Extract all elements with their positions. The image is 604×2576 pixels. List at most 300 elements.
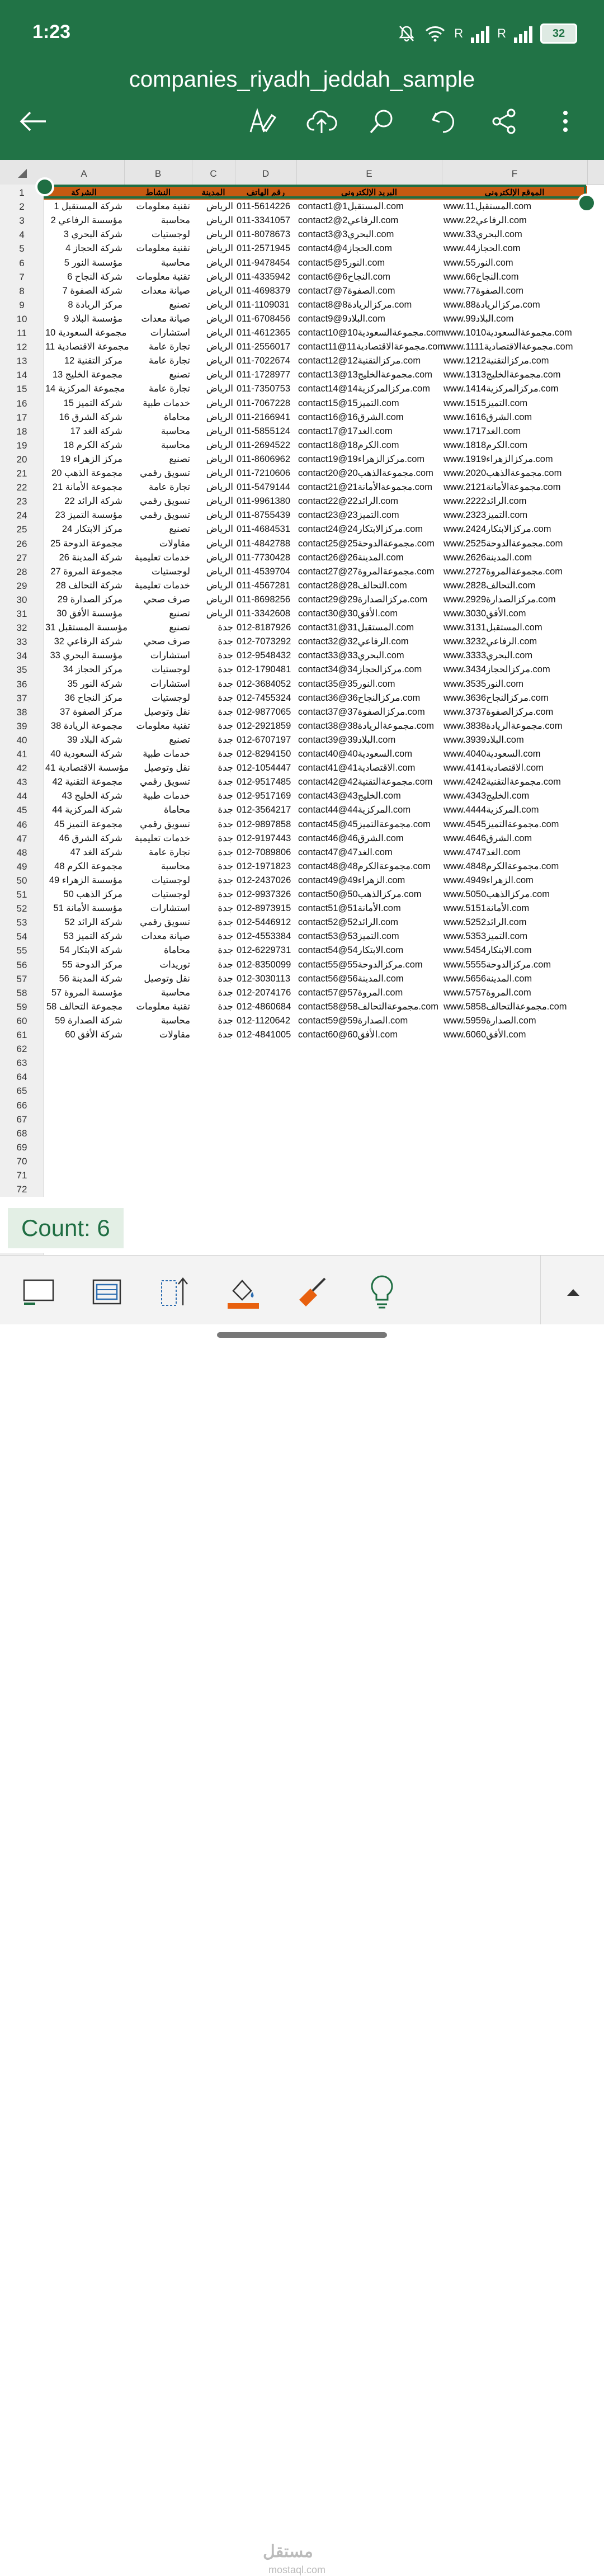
row-number[interactable]: 29 xyxy=(16,580,27,591)
header-cell-phone[interactable]: رقم الهاتف xyxy=(235,186,296,200)
cell-phone[interactable]: 012-9937326 xyxy=(237,889,291,899)
cell-company[interactable]: شركة الغد 17 xyxy=(70,426,122,436)
cell-phone[interactable]: 012-9877065 xyxy=(237,706,291,717)
cell-email[interactable]: contact10@10مجموعةالسعودية.com xyxy=(298,328,444,338)
cell-website[interactable]: www.5858مجموعةالتحالف.com xyxy=(443,1001,567,1012)
cell-activity[interactable]: خدمات تعليمية xyxy=(134,580,190,591)
row-number[interactable]: 48 xyxy=(16,847,27,858)
cell-company[interactable]: مركز الابتكار 24 xyxy=(62,524,122,535)
row-number[interactable]: 27 xyxy=(16,552,27,563)
cell-city[interactable]: الرياض xyxy=(206,201,233,212)
cell-website[interactable]: www.3030الأفق.com xyxy=(443,608,526,619)
row-number[interactable]: 71 xyxy=(16,1170,27,1181)
cell-phone[interactable]: 011-4612365 xyxy=(237,328,291,338)
cell-phone[interactable]: 011-7022674 xyxy=(237,356,291,366)
cell-activity[interactable]: مقاولات xyxy=(159,538,190,549)
cell-activity[interactable]: خدمات طبية xyxy=(143,398,190,408)
cell-phone[interactable]: 012-3564217 xyxy=(237,805,291,815)
cell-city[interactable]: جدة xyxy=(218,889,233,899)
row-number[interactable]: 41 xyxy=(16,749,27,759)
cell-website[interactable]: www.11المستقبل.com xyxy=(443,201,531,212)
cell-website[interactable]: www.3333البحري.com xyxy=(443,650,533,661)
cell-activity[interactable]: استشارات xyxy=(150,328,190,338)
cell-phone[interactable]: 012-1790481 xyxy=(237,664,291,675)
cell-activity[interactable]: خدمات طبية xyxy=(143,749,190,759)
cell-company[interactable]: شركة السعودية 40 xyxy=(50,749,122,759)
cell-email[interactable]: contact60@60الأفق.com xyxy=(298,1030,398,1040)
cell-activity[interactable]: لوجستيات xyxy=(152,875,190,885)
cell-city[interactable]: جدة xyxy=(218,763,233,773)
cell-email[interactable]: contact47@47الغد.com xyxy=(298,847,393,857)
cell-company[interactable]: شركة المدينة 56 xyxy=(59,973,122,984)
cell-phone[interactable]: 012-1971823 xyxy=(237,861,291,871)
row-number[interactable]: 15 xyxy=(16,384,27,395)
cell-website[interactable]: www.99البلاد.com xyxy=(443,313,514,324)
row-number[interactable]: 10 xyxy=(16,313,27,324)
cell-city[interactable]: الرياض xyxy=(206,454,233,464)
cell-city[interactable]: جدة xyxy=(218,777,233,787)
cell-company[interactable]: شركة الرائد 22 xyxy=(64,496,122,507)
cell-website[interactable]: www.33البحري.com xyxy=(443,229,522,240)
cell-email[interactable]: contact28@28التحالف.com xyxy=(298,580,407,591)
cell-city[interactable]: جدة xyxy=(218,931,233,942)
cell-phone[interactable]: 012-1054447 xyxy=(237,763,291,773)
fill-color-button[interactable] xyxy=(224,1272,263,1311)
cell-email[interactable]: contact15@15التميز.com xyxy=(298,398,399,408)
cell-phone[interactable]: 012-9897858 xyxy=(237,819,291,829)
cell-phone[interactable]: 011-7210606 xyxy=(237,468,291,478)
cell-activity[interactable]: محاسبة xyxy=(161,215,190,226)
row-number[interactable]: 2 xyxy=(19,201,25,213)
row-number[interactable]: 46 xyxy=(16,819,27,830)
cell-email[interactable]: contact11@11مجموعةالاقتصادية.com xyxy=(298,342,446,352)
cell-company[interactable]: مجموعة الكرم 48 xyxy=(54,861,122,871)
row-number[interactable]: 42 xyxy=(16,763,27,774)
cell-website[interactable]: www.5151الأمانة.com xyxy=(443,903,530,914)
selection-handle-start[interactable] xyxy=(35,177,54,196)
cell-company[interactable]: شركة التميز 15 xyxy=(63,398,122,408)
cell-company[interactable]: مركز الذهب 50 xyxy=(63,889,122,899)
cell-email[interactable]: contact24@24مركزالابتكار.com xyxy=(298,524,423,535)
row-number[interactable]: 62 xyxy=(16,1044,27,1055)
cell-website[interactable]: www.1414مركزالمركزية.com xyxy=(443,384,559,394)
cell-company[interactable]: شركة الشرق 46 xyxy=(59,833,122,843)
cell-company[interactable]: مجموعة الخليج 13 xyxy=(52,370,122,380)
cell-website[interactable]: www.3737مركزالصفوة.com xyxy=(443,706,554,717)
row-number[interactable]: 32 xyxy=(16,622,27,634)
row-number[interactable]: 8 xyxy=(19,285,25,296)
cell-website[interactable]: www.1212مركزالتقنية.com xyxy=(443,356,549,366)
cell-company[interactable]: مؤسسة الرفاعي 2 xyxy=(50,215,122,226)
select-all-icon[interactable] xyxy=(17,168,28,179)
cell-phone[interactable]: 011-3341057 xyxy=(237,215,291,226)
cell-city[interactable]: جدة xyxy=(218,945,233,956)
cell-phone[interactable]: 011-4842788 xyxy=(237,538,291,549)
cell-email[interactable]: contact38@38مجموعةالريادة.com xyxy=(298,720,434,731)
cell-email[interactable]: contact33@33البحري.com xyxy=(298,650,404,661)
cell-company[interactable]: مجموعة السعودية 10 xyxy=(45,328,127,338)
cell-email[interactable]: contact26@26المدينة.com xyxy=(298,552,404,563)
cell-activity[interactable]: صيانة معدات xyxy=(141,931,190,942)
cell-activity[interactable]: لوجستيات xyxy=(152,692,190,703)
row-number[interactable]: 21 xyxy=(16,468,27,479)
upload-button[interactable] xyxy=(302,102,341,141)
cell-activity[interactable]: صيانة معدات xyxy=(141,285,190,296)
row-number[interactable]: 28 xyxy=(16,566,27,577)
cell-activity[interactable]: خدمات تعليمية xyxy=(134,833,190,843)
cell-phone[interactable]: 012-9517169 xyxy=(237,791,291,801)
cell-company[interactable]: شركة الرائد 52 xyxy=(64,917,122,928)
cell-activity[interactable]: تقنية معلومات xyxy=(136,271,190,282)
cell-phone[interactable]: 012-6229731 xyxy=(237,945,291,956)
cell-activity[interactable]: محاماة xyxy=(163,412,190,422)
cell-activity[interactable]: محاسبة xyxy=(161,440,190,450)
cell-city[interactable]: الرياض xyxy=(206,370,233,380)
row-number[interactable]: 66 xyxy=(16,1100,27,1111)
row-number[interactable]: 34 xyxy=(16,650,27,662)
cell-email[interactable]: contact29@29مركزالصدارة.com xyxy=(298,594,428,605)
cell-city[interactable]: جدة xyxy=(218,1001,233,1012)
row-number[interactable]: 64 xyxy=(16,1072,27,1083)
row-number[interactable]: 50 xyxy=(16,875,27,886)
cell-city[interactable]: جدة xyxy=(218,847,233,857)
cell-email[interactable]: contact27@27مجموعةالمروة.com xyxy=(298,566,435,577)
cell-phone[interactable]: 011-2694522 xyxy=(237,440,291,450)
cell-phone[interactable]: 011-2571945 xyxy=(237,243,291,254)
cell-website[interactable]: www.5656المدينة.com xyxy=(443,973,532,984)
cell-company[interactable]: شركة الصدارة 59 xyxy=(55,1015,122,1026)
cell-city[interactable]: جدة xyxy=(218,805,233,815)
cell-website[interactable]: www.2323التميز.com xyxy=(443,510,528,521)
cell-website[interactable]: www.4444المركزية.com xyxy=(443,805,539,815)
cell-city[interactable]: الرياض xyxy=(206,538,233,549)
column-header-c[interactable]: C xyxy=(192,160,235,185)
cell-activity[interactable]: لوجستيات xyxy=(152,664,190,675)
cell-email[interactable]: contact34@34مركزالحجاز.com xyxy=(298,664,422,675)
cell-phone[interactable]: 011-5479144 xyxy=(237,482,291,493)
cell-email[interactable]: contact9@9البلاد.com xyxy=(298,313,385,324)
row-number[interactable]: 11 xyxy=(17,328,27,338)
cell-city[interactable]: الرياض xyxy=(206,398,233,408)
column-header-e[interactable]: E xyxy=(296,160,442,185)
cell-phone[interactable]: 012-7089806 xyxy=(237,847,291,857)
cell-email[interactable]: contact22@22الرائد.com xyxy=(298,496,398,507)
cell-company[interactable]: شركة الخليج 43 xyxy=(62,791,122,801)
cell-website[interactable]: www.4747الغد.com xyxy=(443,847,521,857)
cell-city[interactable]: جدة xyxy=(218,875,233,885)
cell-email[interactable]: contact43@43الخليج.com xyxy=(298,791,401,801)
cell-company[interactable]: مؤسسة المروة 57 xyxy=(51,987,122,998)
row-number[interactable]: 65 xyxy=(16,1086,27,1097)
cell-website[interactable]: www.4545مجموعةالتميز.com xyxy=(443,819,559,829)
header-cell-email[interactable]: البريد الإلكتروني xyxy=(296,186,442,200)
cell-company[interactable]: شركة الكرم 18 xyxy=(63,440,122,450)
column-header-f[interactable]: F xyxy=(442,160,588,185)
cell-website[interactable]: www.1717الغد.com xyxy=(443,426,521,436)
cell-email[interactable]: contact12@12مركزالتقنية.com xyxy=(298,356,421,366)
cell-website[interactable]: www.4343الخليج.com xyxy=(443,791,530,801)
row-number[interactable]: 5 xyxy=(19,243,25,254)
cell-company[interactable]: مركز الريادة 8 xyxy=(68,299,122,310)
cell-activity[interactable]: لوجستيات xyxy=(152,566,190,577)
cell-email[interactable]: contact18@18الكرم.com xyxy=(298,440,399,450)
row-number[interactable]: 18 xyxy=(16,426,27,437)
row-number[interactable]: 54 xyxy=(16,931,27,942)
cell-company[interactable]: مؤسسة الزهراء 49 xyxy=(49,875,122,885)
cell-company[interactable]: مجموعة التحالف 58 xyxy=(46,1001,122,1012)
cell-phone[interactable]: 011-7730428 xyxy=(237,552,291,563)
cell-activity[interactable]: تسويق رقمي xyxy=(140,777,190,787)
cell-company[interactable]: شركة الحجاز 4 xyxy=(65,243,122,254)
share-button[interactable] xyxy=(484,102,523,141)
row-number[interactable]: 26 xyxy=(16,538,27,549)
home-gesture-bar[interactable] xyxy=(217,1332,387,1338)
row-number[interactable]: 38 xyxy=(16,706,27,718)
clear-format-button[interactable] xyxy=(292,1272,331,1311)
cell-phone[interactable]: 012-9197443 xyxy=(237,833,291,843)
cell-email[interactable]: contact19@19مركزالزهراء.com xyxy=(298,454,425,464)
cell-city[interactable]: جدة xyxy=(218,1030,233,1040)
cell-city[interactable]: جدة xyxy=(218,622,233,633)
cell-website[interactable]: www.2727مجموعةالمروة.com xyxy=(443,566,563,577)
cell-activity[interactable]: صرف صحي xyxy=(143,636,190,647)
row-number[interactable]: 3 xyxy=(19,215,25,227)
cell-city[interactable]: جدة xyxy=(218,973,233,984)
cell-company[interactable]: شركة الأفق 60 xyxy=(65,1030,122,1040)
cell-activity[interactable]: محاسبة xyxy=(161,426,190,436)
cell-email[interactable]: contact25@25مجموعةالدوحة.com xyxy=(298,538,435,549)
cell-city[interactable]: جدة xyxy=(218,706,233,717)
cell-city[interactable]: جدة xyxy=(218,1015,233,1026)
row-number[interactable]: 37 xyxy=(16,692,27,704)
cell-activity[interactable]: توريدات xyxy=(159,959,190,970)
cell-city[interactable]: جدة xyxy=(218,959,233,970)
cell-email[interactable]: contact36@36مركزالنجاح.com xyxy=(298,692,421,703)
cell-company[interactable]: شركة الشرق 16 xyxy=(59,412,122,422)
cell-email[interactable]: contact44@44المركزية.com xyxy=(298,805,411,815)
cell-website[interactable]: www.55النور.com xyxy=(443,257,513,268)
cell-website[interactable]: www.88مركزالريادة.com xyxy=(443,299,540,310)
cell-website[interactable]: www.2626المدينة.com xyxy=(443,552,532,563)
cell-company[interactable]: مؤسسة الأفق 30 xyxy=(56,608,122,619)
cell-activity[interactable]: نقل وتوصيل xyxy=(144,973,190,984)
row-number[interactable]: 61 xyxy=(16,1030,27,1040)
cell-company[interactable]: مجموعة الدوحة 25 xyxy=(50,538,122,549)
cell-company[interactable]: شركة النجاح 6 xyxy=(67,271,122,282)
cell-phone[interactable]: 012-2921859 xyxy=(237,720,291,731)
cell-phone[interactable]: 011-4567281 xyxy=(237,580,291,591)
cell-email[interactable]: contact6@6النجاح.com xyxy=(298,271,390,282)
cell-email[interactable]: contact56@56المدينة.com xyxy=(298,973,404,984)
row-number[interactable]: 44 xyxy=(16,791,27,802)
cell-email[interactable]: contact3@3البحري.com xyxy=(298,229,394,240)
cell-activity[interactable]: تصنيع xyxy=(169,370,190,380)
row-number[interactable]: 20 xyxy=(16,454,27,465)
cell-city[interactable]: الرياض xyxy=(206,468,233,478)
cell-company[interactable]: مركز التقنية 12 xyxy=(64,356,122,366)
cell-email[interactable]: contact50@50مركزالذهب.com xyxy=(298,889,422,899)
cell-city[interactable]: الرياض xyxy=(206,496,233,507)
cell-email[interactable]: contact17@17الغد.com xyxy=(298,426,393,436)
cell-activity[interactable]: تجارة عامة xyxy=(148,342,190,352)
cell-activity[interactable]: محاماة xyxy=(163,945,190,956)
row-number[interactable]: 49 xyxy=(16,861,27,872)
cell-website[interactable]: www.66النجاح.com xyxy=(443,271,519,282)
cell-email[interactable]: contact58@58مجموعةالتحالف.com xyxy=(298,1001,439,1012)
cell-email[interactable]: contact46@46الشرق.com xyxy=(298,833,404,843)
cell-website[interactable]: www.2525مجموعةالدوحة.com xyxy=(443,538,563,549)
cell-email[interactable]: contact45@45مجموعةالتميز.com xyxy=(298,819,431,829)
cell-email[interactable]: contact59@59الصدارة.com xyxy=(298,1015,408,1026)
cell-activity[interactable]: تسويق رقمي xyxy=(140,510,190,521)
cell-phone[interactable]: 011-9961380 xyxy=(237,496,291,507)
cell-company[interactable]: شركة التميز 53 xyxy=(63,931,122,942)
search-button[interactable] xyxy=(362,102,402,141)
cell-website[interactable]: www.2222الرائد.com xyxy=(443,496,527,507)
cell-company[interactable]: مؤسسة التميز 23 xyxy=(55,510,122,521)
cell-activity[interactable]: تجارة عامة xyxy=(148,847,190,857)
row-number[interactable]: 58 xyxy=(16,987,27,998)
cell-website[interactable]: www.77الصفوة.com xyxy=(443,285,523,296)
cell-website[interactable]: www.4040السعودية.com xyxy=(443,749,541,759)
cell-phone[interactable]: 011-4539704 xyxy=(237,566,291,577)
cell-website[interactable]: www.5454الابتكار.com xyxy=(443,945,532,956)
cell-company[interactable]: شركة الابتكار 54 xyxy=(59,945,122,956)
row-number[interactable]: 56 xyxy=(16,959,27,970)
cell-website[interactable]: www.2424مركزالابتكار.com xyxy=(443,524,551,535)
cell-phone[interactable]: 012-8350099 xyxy=(237,959,291,970)
cell-website[interactable]: www.1111مجموعةالاقتصادية.com xyxy=(443,342,573,352)
row-number[interactable]: 70 xyxy=(16,1155,27,1167)
cell-phone[interactable]: 011-2166941 xyxy=(237,412,291,422)
cell-website[interactable]: www.44الحجاز.com xyxy=(443,243,521,254)
cell-phone[interactable]: 012-6707197 xyxy=(237,734,291,745)
cell-company[interactable]: مركز الصفوة 37 xyxy=(60,706,122,717)
cell-company[interactable]: شركة المركزية 44 xyxy=(52,805,122,815)
cell-company[interactable]: مركز النجاح 36 xyxy=(64,692,122,703)
cell-email[interactable]: contact54@54الابتكار.com xyxy=(298,945,404,956)
row-number[interactable]: 31 xyxy=(16,608,27,619)
cell-website[interactable]: www.5252الرائد.com xyxy=(443,917,527,928)
cell-activity[interactable]: استشارات xyxy=(150,678,190,689)
row-number[interactable]: 57 xyxy=(16,973,27,984)
row-number[interactable]: 33 xyxy=(16,636,27,648)
cell-email[interactable]: contact31@31المستقبل.com xyxy=(298,622,414,633)
cell-city[interactable]: الرياض xyxy=(206,594,233,605)
cell-city[interactable]: جدة xyxy=(218,720,233,731)
row-number[interactable]: 9 xyxy=(19,299,25,310)
cell-phone[interactable]: 012-5446912 xyxy=(237,917,291,928)
cell-city[interactable]: الرياض xyxy=(206,412,233,422)
row-number[interactable]: 4 xyxy=(19,229,25,240)
cell-website[interactable]: www.4646الشرق.com xyxy=(443,833,532,843)
cell-city[interactable]: جدة xyxy=(218,987,233,998)
header-cell-website[interactable]: الموقع الإلكتروني xyxy=(442,186,587,200)
cell-city[interactable]: الرياض xyxy=(206,257,233,268)
cell-phone[interactable]: 011-5614226 xyxy=(237,201,291,212)
row-number[interactable]: 52 xyxy=(16,903,27,914)
row-number[interactable]: 72 xyxy=(16,1184,27,1195)
cell-phone[interactable]: 011-8698256 xyxy=(237,594,291,605)
cell-website[interactable]: www.3535النور.com xyxy=(443,678,523,689)
row-number[interactable]: 68 xyxy=(16,1127,27,1139)
cell-activity[interactable]: صرف صحي xyxy=(143,594,190,605)
cell-phone[interactable]: 011-9478454 xyxy=(237,257,291,268)
cell-city[interactable]: الرياض xyxy=(206,356,233,366)
cell-phone[interactable]: 011-6708456 xyxy=(237,313,291,324)
cell-company[interactable]: مؤسسة الأمانة 51 xyxy=(53,903,122,914)
cell-activity[interactable]: نقل وتوصيل xyxy=(144,763,190,773)
cell-city[interactable]: جدة xyxy=(218,692,233,703)
cell-company[interactable]: شركة المستقبل 1 xyxy=(54,201,122,212)
cell-city[interactable]: جدة xyxy=(218,734,233,745)
column-header-b[interactable]: B xyxy=(124,160,192,185)
column-header-d[interactable]: D xyxy=(235,160,297,185)
cell-website[interactable]: www.5555مركزالدوحة.com xyxy=(443,959,551,970)
cell-phone[interactable]: 012-3030113 xyxy=(237,973,291,984)
cell-website[interactable]: www.3939البلاد.com xyxy=(443,734,524,745)
cell-website[interactable]: www.3434مركزالحجاز.com xyxy=(443,664,550,675)
cell-company[interactable]: شركة البحري 3 xyxy=(63,229,122,240)
row-number[interactable]: 36 xyxy=(16,678,27,690)
cell-email[interactable]: contact52@52الرائد.com xyxy=(298,917,398,928)
cell-phone[interactable]: 011-4335942 xyxy=(237,271,291,282)
cell-phone[interactable]: 012-4553384 xyxy=(237,931,291,942)
cell-phone[interactable]: 011-7067228 xyxy=(237,398,291,408)
cell-city[interactable]: الرياض xyxy=(206,580,233,591)
header-cell-city[interactable]: المدينة xyxy=(192,186,235,200)
row-number[interactable]: 60 xyxy=(16,1015,27,1026)
cell-website[interactable]: www.2020مجموعةالذهب.com xyxy=(443,468,562,478)
row-number[interactable]: 40 xyxy=(16,734,27,746)
cell-activity[interactable]: تجارة عامة xyxy=(148,482,190,493)
cell-website[interactable]: www.1616الشرق.com xyxy=(443,412,532,422)
row-number[interactable]: 53 xyxy=(16,917,27,928)
cell-email[interactable]: contact5@5النور.com xyxy=(298,257,385,268)
cell-company[interactable]: شركة النور 35 xyxy=(67,678,122,689)
row-number[interactable]: 23 xyxy=(16,496,27,507)
row-number[interactable]: 39 xyxy=(16,720,27,732)
cell-phone[interactable]: 011-5855124 xyxy=(237,426,291,436)
edit-button[interactable] xyxy=(243,102,282,141)
cell-activity[interactable]: تسويق رقمي xyxy=(140,496,190,507)
row-number[interactable]: 24 xyxy=(16,510,27,521)
row-number[interactable]: 25 xyxy=(16,524,27,535)
cell-phone[interactable]: 012-8187926 xyxy=(237,622,291,633)
back-button[interactable] xyxy=(13,102,53,141)
row-number[interactable]: 22 xyxy=(16,482,27,493)
cell-email[interactable]: contact16@16الشرق.com xyxy=(298,412,404,422)
cell-city[interactable]: الرياض xyxy=(206,229,233,240)
cell-activity[interactable]: تصنيع xyxy=(169,299,190,310)
cell-activity[interactable]: تجارة عامة xyxy=(148,356,190,366)
row-number[interactable]: 17 xyxy=(16,412,27,423)
cell-email[interactable]: contact48@48مجموعةالكرم.com xyxy=(298,861,431,871)
row-number[interactable]: 7 xyxy=(19,271,25,282)
cell-email[interactable]: contact41@41الاقتصادية.com xyxy=(298,763,416,773)
cell-website[interactable]: www.5959الصدارة.com xyxy=(443,1015,536,1026)
cell-company[interactable]: شركة البلاد 39 xyxy=(67,734,122,745)
cell-email[interactable]: contact14@14مركزالمركزية.com xyxy=(298,384,430,394)
cell-company[interactable]: مجموعة المركزية 14 xyxy=(45,384,125,394)
header-cell-company[interactable]: الشركة xyxy=(44,186,124,200)
cell-email[interactable]: contact4@4الحجاز.com xyxy=(298,243,392,254)
cell-website[interactable]: www.5050مركزالذهب.com xyxy=(443,889,550,899)
cell-website[interactable]: www.3131المستقبل.com xyxy=(443,622,542,633)
cell-city[interactable]: جدة xyxy=(218,833,233,843)
cell-website[interactable]: www.2828التحالف.com xyxy=(443,580,536,591)
cell-activity[interactable]: خدمات تعليمية xyxy=(134,552,190,563)
